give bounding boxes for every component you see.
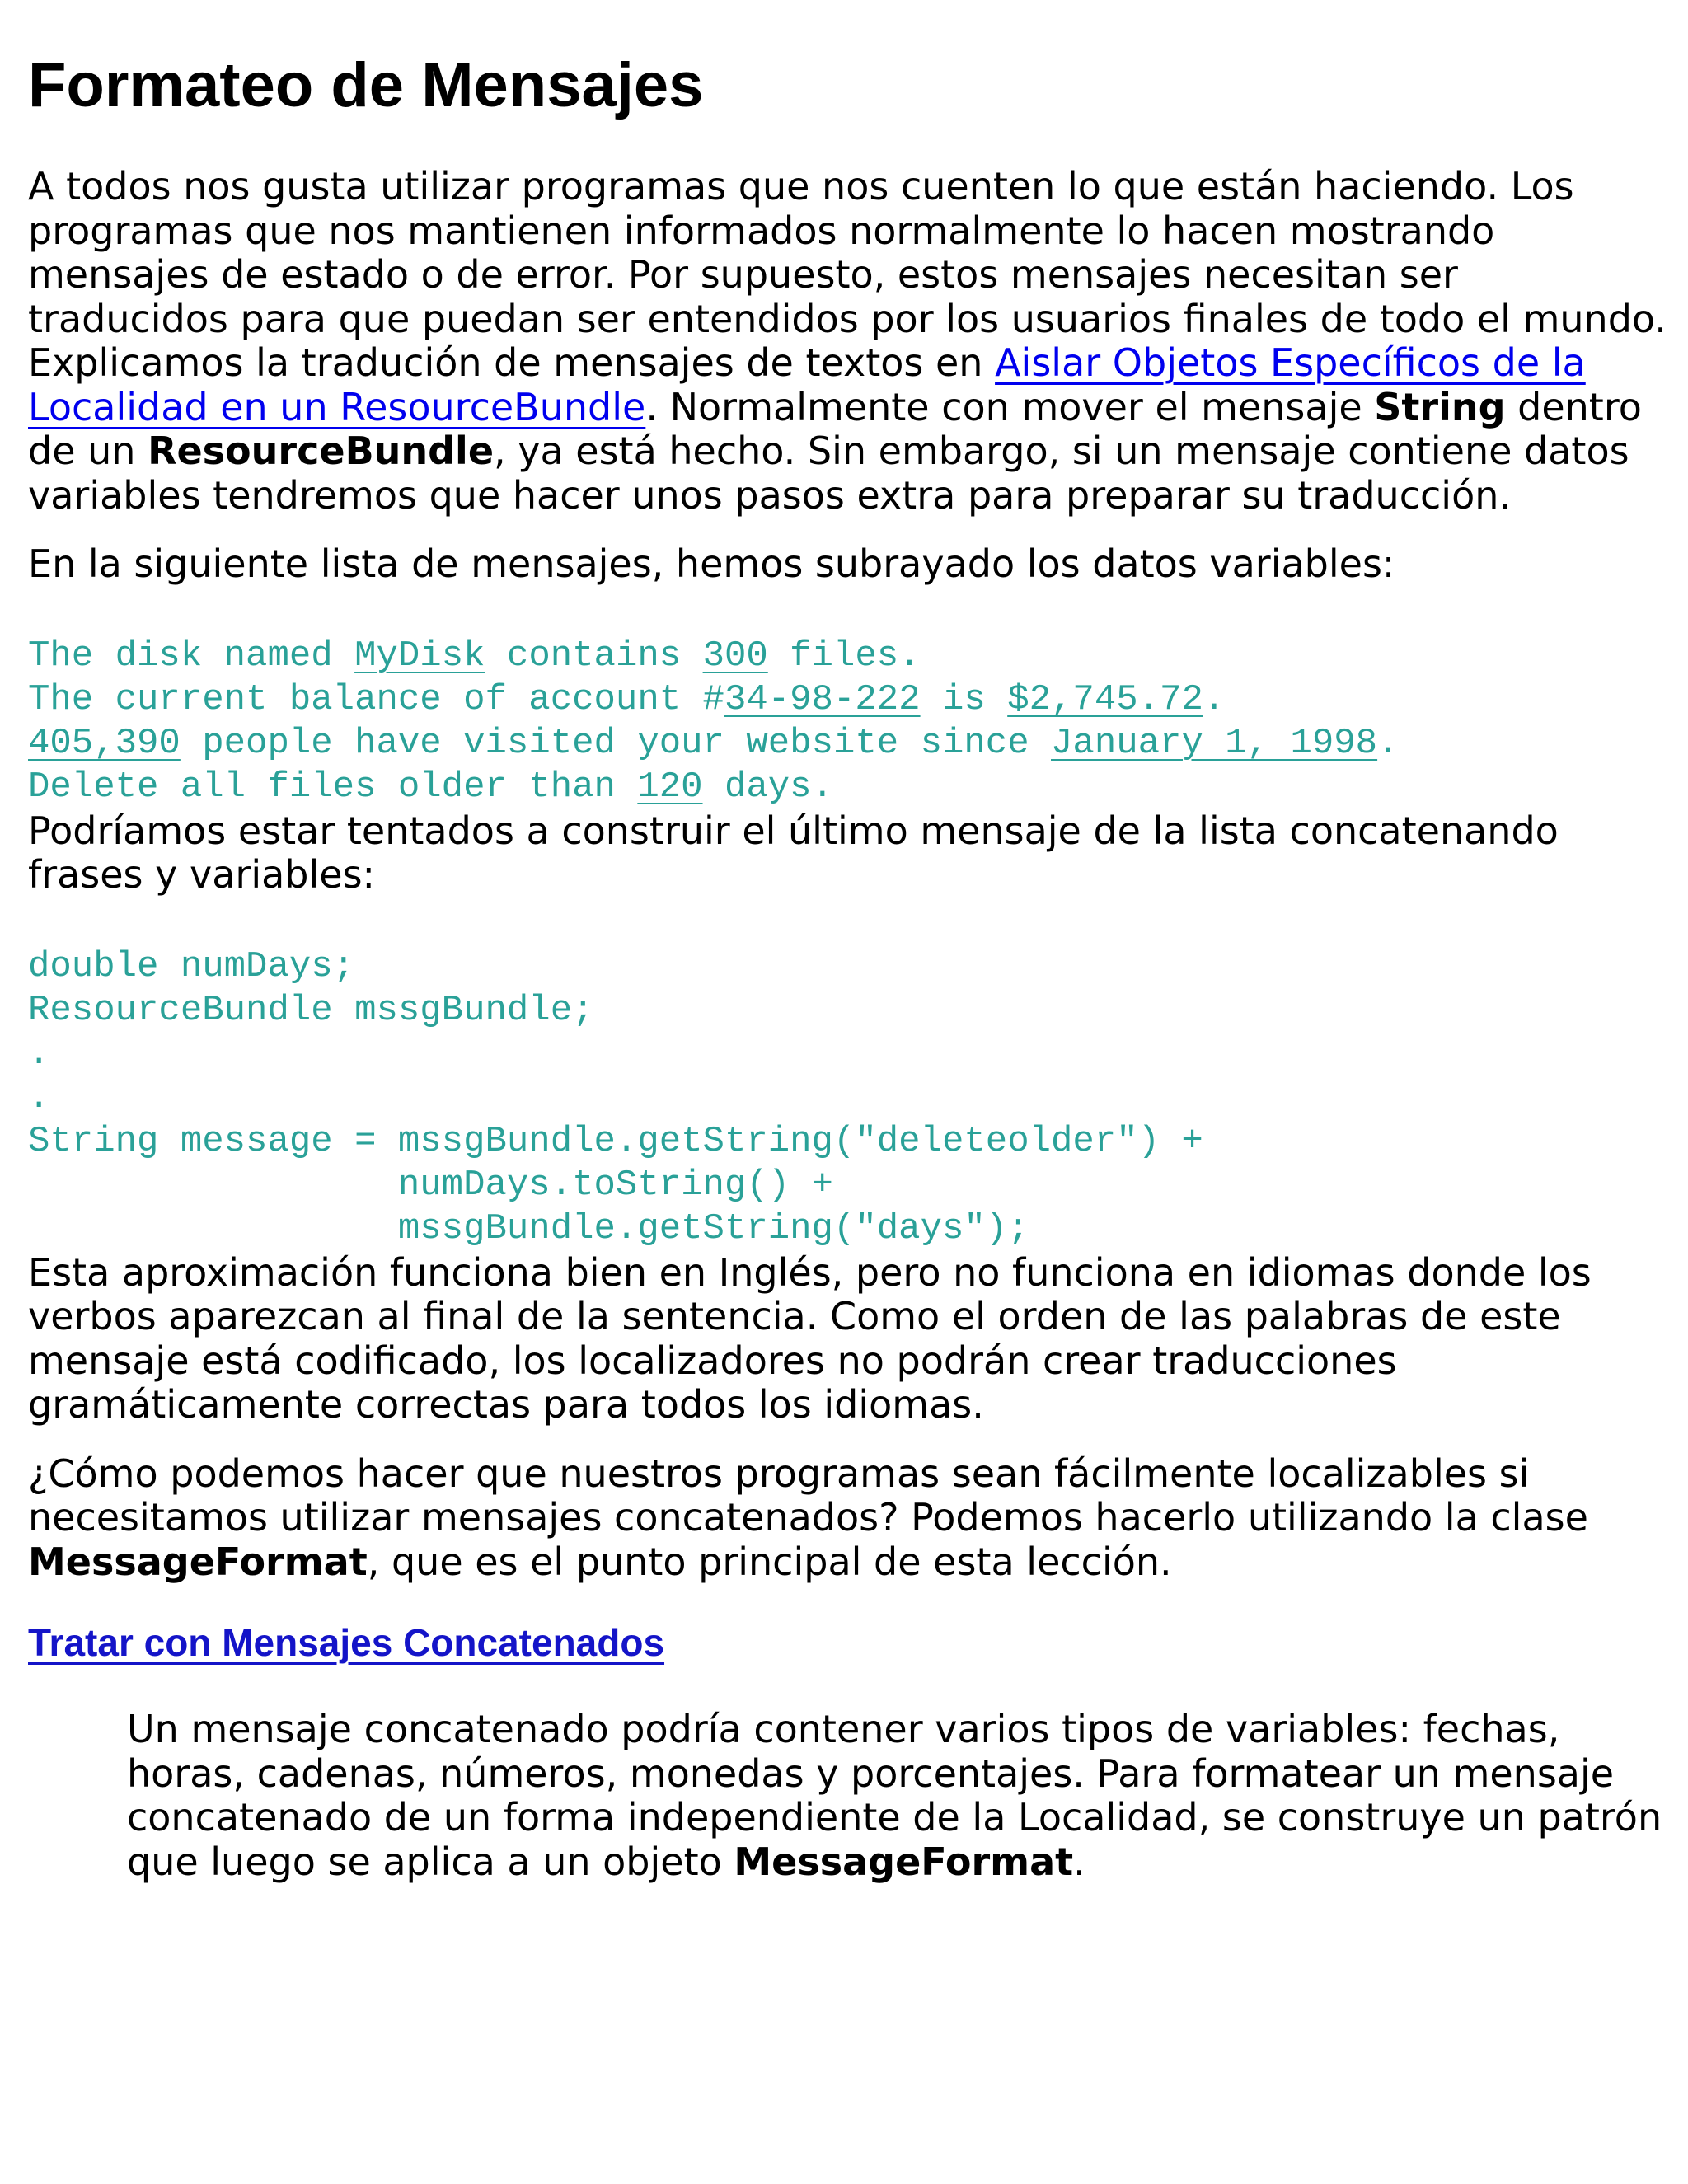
messageformat-term: MessageFormat <box>734 1839 1074 1884</box>
section-text-2: . <box>1073 1839 1085 1884</box>
list-intro-paragraph: En la siguiente lista de mensajes, hemos subrayado los datos variables: <box>28 541 1395 586</box>
example-messages <box>28 635 1668 809</box>
example-line: 405,390 people have visited your website since January 1, 1998. <box>28 722 1400 764</box>
intro-text-4: , ya está hecho. Sin embargo, si un mensaje contiene datos variables tendremos que hacer unos pasos extra para preparar su traducción. <box>28 429 1629 518</box>
string-term: String <box>1374 384 1506 429</box>
question-paragraph <box>28 1452 1668 1585</box>
intro-text-3: dentro de un <box>28 384 1642 473</box>
intro-text-1: A todos nos gusta utilizar programas que nos cuenten lo que están haciendo. Los programas que nos mantienen informados normalmente lo hacen mostrando mensajes de estado o de error. Por supuesto, estos mensajes necesitan ser traducidos para que puedan ser entendidos por los usuarios finales de todo el mundo. Explicamos la tradución de mensajes de textos en <box>28 164 1667 385</box>
code-line: double numDays; <box>28 945 355 987</box>
code-line: ResourceBundle mssgBundle; <box>28 989 594 1031</box>
concatenated-messages-link[interactable]: Tratar con Mensajes Concatenados <box>28 1621 665 1664</box>
code-line: . <box>28 1033 50 1075</box>
section-text-1: Un mensaje concatenado podría contener varios tipos de variables: fechas, horas, cadenas, números, monedas y porcentajes. Para formatear un mensaje concatenado de un forma independiente de la Localidad, se construye un patrón que luego se aplica a un objeto <box>127 1707 1662 1884</box>
example-line: Delete all files older than 120 days. <box>28 766 833 808</box>
resourcebundle-link[interactable]: Aislar Objetos Específicos de la Localidad en un ResourceBundle <box>28 340 1586 429</box>
page-title: Formateo de Mensajes <box>28 50 704 120</box>
code-line: String message = mssgBundle.getString("deleteolder") + <box>28 1120 1203 1162</box>
code-line: numDays.toString() + <box>28 1164 833 1206</box>
question-text-2: , que es el punto principal de esta lección. <box>367 1539 1172 1584</box>
section-paragraph <box>127 1708 1668 1884</box>
intro-text-2: . Normalmente con mover el mensaje <box>645 384 1375 429</box>
code-line: . <box>28 1076 50 1118</box>
code-snippet <box>28 945 1668 1251</box>
problem-paragraph: Esta aproximación funciona bien en Inglés, pero no funciona en idiomas donde los verbos aparezcan al final de la sentencia. Como el orden de las palabras de este mensaje está codificado, los localizadores no podrán crear traducciones gramáticamente correctas para todos los idiomas. <box>28 1249 1592 1427</box>
resourcebundle-term: ResourceBundle <box>148 429 495 473</box>
code-line: mssgBundle.getString("days"); <box>28 1207 1029 1249</box>
question-text-1: ¿Cómo podemos hacer que nuestros programas sean fácilmente localizables si necesitamos utilizar mensajes concatenados? Podemos hacerlo utilizando la clase <box>28 1451 1588 1540</box>
example-line: The disk named MyDisk contains 300 files. <box>28 635 921 677</box>
example-line: The current balance of account #34-98-222 is $2,745.72. <box>28 678 1226 720</box>
concat-intro-paragraph: Podríamos estar tentados a construir el último mensaje de la lista concatenando frases y variables: <box>28 808 1559 897</box>
page-content <box>28 49 1668 1884</box>
section-heading <box>28 1620 1668 1665</box>
intro-paragraph <box>28 165 1668 518</box>
messageformat-term: MessageFormat <box>28 1539 368 1584</box>
